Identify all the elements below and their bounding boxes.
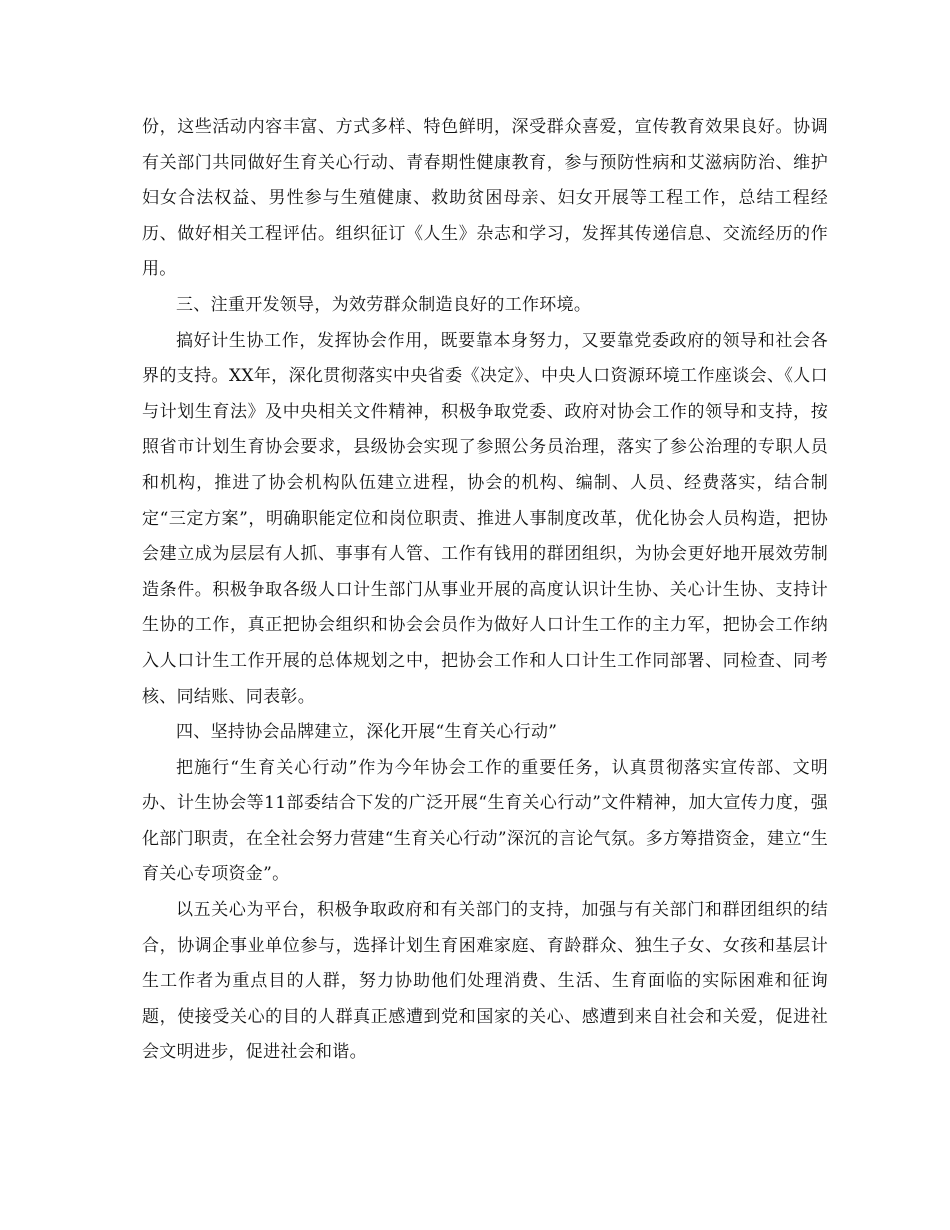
paragraph-five-cares: 以五关心为平台，积极争取政府和有关部门的支持，加强与有关部门和群团组织的结合，协调企事业单位参与，选择计划生育困难家庭、育龄群众、独生子女、女孩和基层计生工作者为重点目的人群，努力协助他们处理消费、生活、生育面临的实际困难和征询题，使接受关心的目的人群真正感遭到党和国家的关心、感遭到来自社会和关爱，促进社会文明进步，促进社会和谐。: [142, 900, 828, 1063]
document-body: [142, 110, 828, 1071]
section-heading-4: 四、坚持协会品牌建立，深化开展“生育关心行动”: [176, 722, 558, 743]
section-heading-3: 三、注重开发领导，为效劳群众制造良好的工作环境。: [176, 294, 592, 315]
paragraph-continuation: 份，这些活动内容丰富、方式多样、特色鲜明，深受群众喜爱，宣传教育效果良好。协调有关部门共同做好生育关心行动、青春期性健康教育，参与预防性病和艾滋病防治、维护妇女合法权益、男性参与生殖健康、救助贫困母亲、妇女开展等工程工作，总结工程经历、做好相关工程评估。组织征订《人生》杂志和学习，发挥其传递信息、交流经历的作用。: [142, 117, 828, 280]
paragraph-leadership: 搞好计生协工作，发挥协会作用，既要靠本身努力，又要靠党委政府的领导和社会各界的支持。XX年，深化贯彻落实中央省委《决定》、中央人口资源环境工作座谈会、《人口与计划生育法》及中央相关文件精神，积极争取党委、政府对协会工作的领导和支持，按照省市计划生育协会要求，县级协会实现了参照公务员治理，落实了参公治理的专职人员和机构，推进了协会机构队伍建立进程，协会的机构、编制、人员、经费落实，结合制定“三定方案”，明确职能定位和岗位职责、推进人事制度改革，优化协会人员构造，把协会建立成为层层有人抓、事事有人管、工作有钱用的群团组织，为协会更好地开展效劳制造条件。积极争取各级人口计生部门从事业开展的高度认识计生协、关心计生协、支持计生协的工作，真正把协会组织和协会会员作为做好人口计生工作的主力军，把协会工作纳入人口计生工作开展的总体规划之中，把协会工作和人口计生工作同部署、同检查、同考核、同结账、同表彰。: [142, 330, 828, 707]
paragraph-care-action: 把施行“生育关心行动”作为今年协会工作的重要任务，认真贯彻落实宣传部、文明办、计生协会等11部委结合下发的广泛开展“生育关心行动”文件精神，加大宣传力度，强化部门职责，在全社会努力营建“生育关心行动”深沉的言论气氛。多方筹措资金，建立“生育关心专项资金”。: [142, 757, 828, 885]
